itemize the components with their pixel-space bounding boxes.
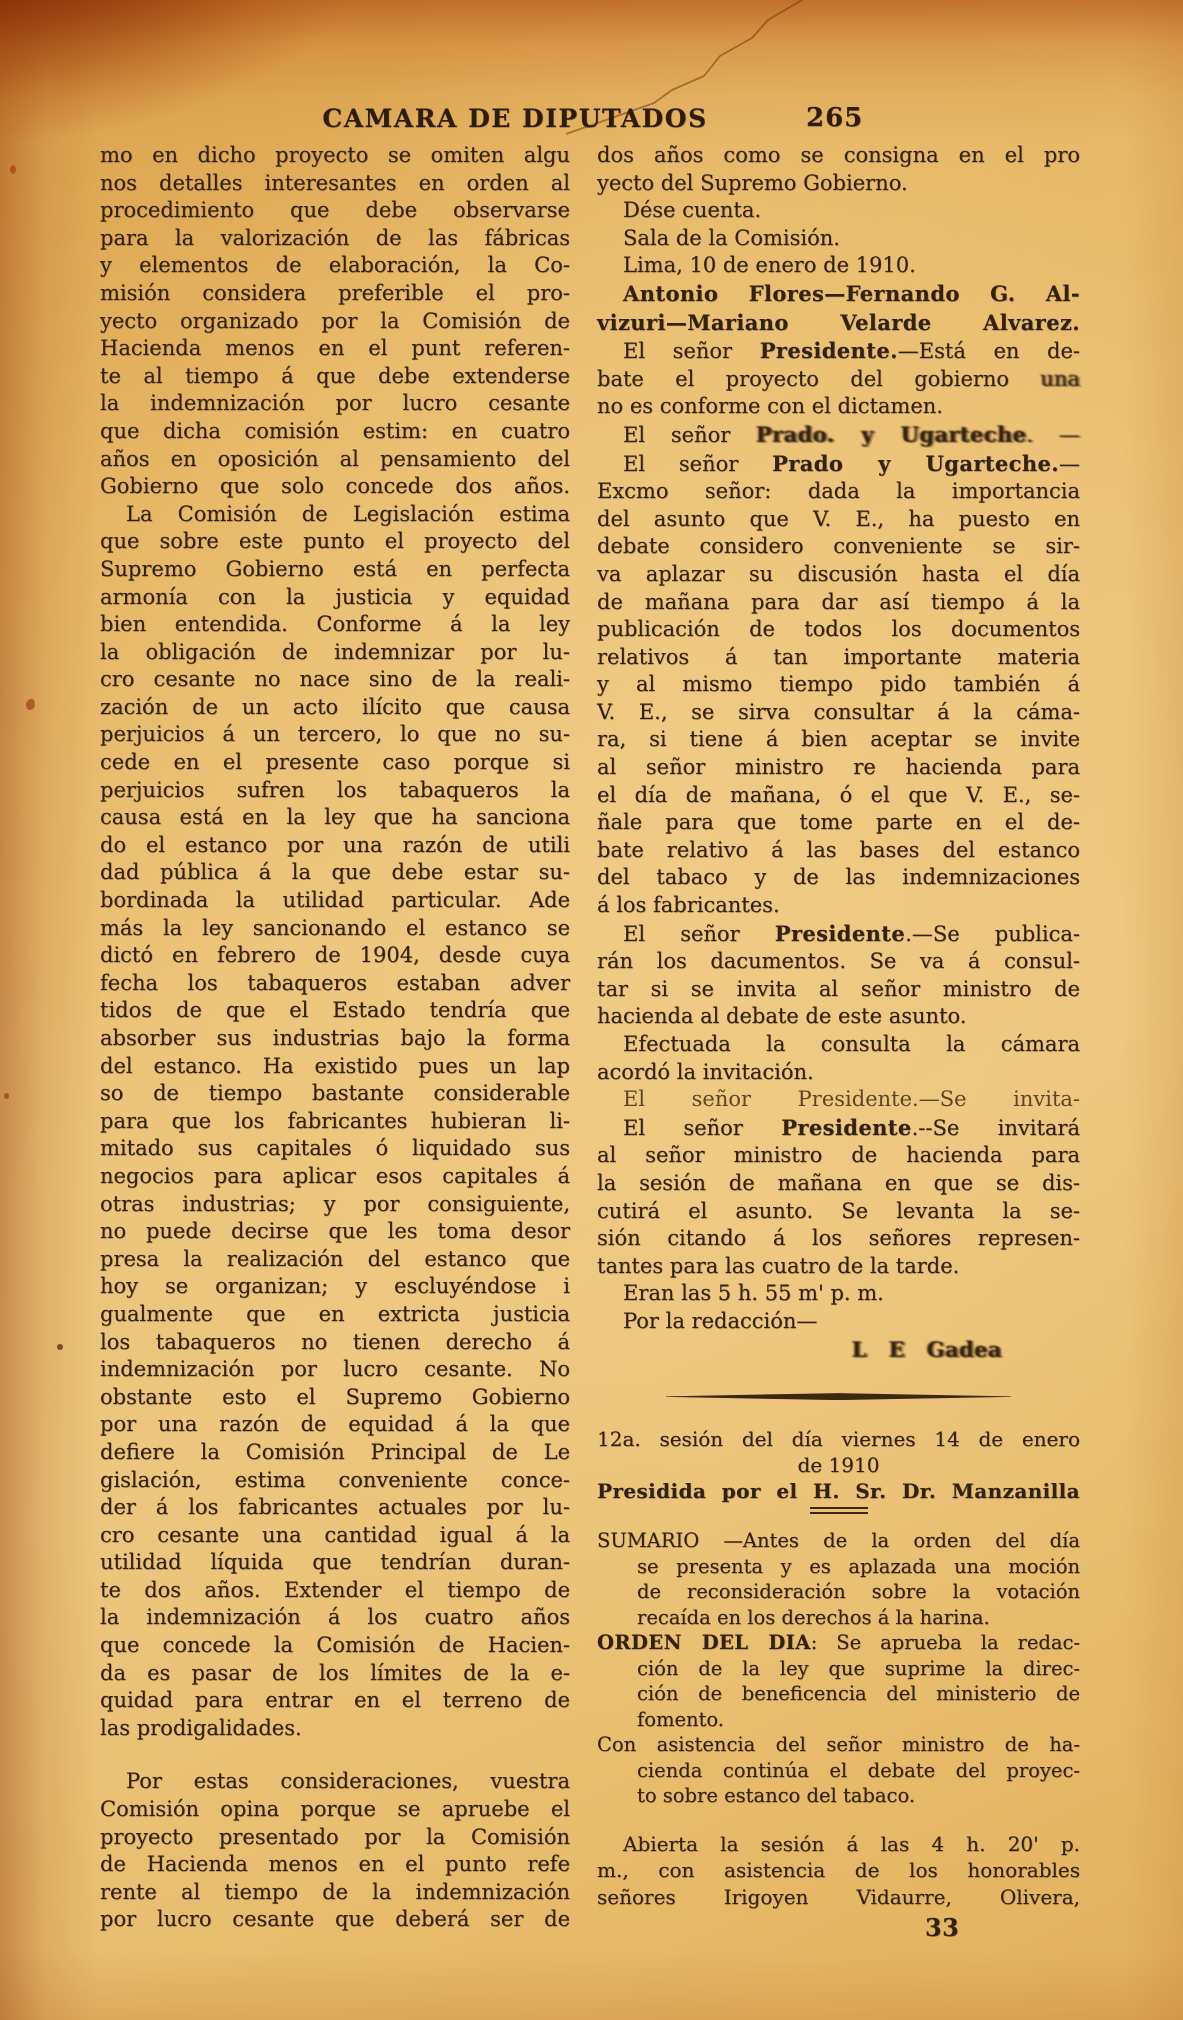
text-line: cienda continúa el debate del proyec- [637, 1758, 1080, 1782]
text-line: fomento. [637, 1707, 724, 1731]
text-line: perjuicios á un tercero, lo que no su- [100, 722, 570, 747]
text-line: y al mismo tiempo pido también á [597, 672, 1080, 697]
paragraph [597, 225, 1080, 253]
text-line: la obligación de indemnizar por lu- [100, 639, 570, 664]
text-line: El señor Presidente.—Se publica- [623, 920, 1080, 946]
text-line: Por estas consideraciones, vuestra [126, 1769, 570, 1794]
text-line: Presidida por el H. Sr. Dr. Manzanilla [597, 1479, 1080, 1504]
text-line: gislación, estima conveniente conce- [100, 1467, 570, 1492]
text-line: armonía con la justicia y equidad [100, 584, 570, 609]
paragraph [597, 337, 1080, 421]
paragraph [597, 450, 1080, 920]
text-line: tar si se invita al señor ministro de [597, 976, 1080, 1001]
text-line: más la ley sancionando el estanco se [100, 915, 570, 940]
text-line: al señor ministro de hacienda para [597, 1143, 1080, 1168]
text-line: otras industrias; y por consiguiente, [100, 1191, 570, 1216]
text-line: Eran las 5 h. 55 m' p. m. [623, 1281, 884, 1306]
paragraph [597, 1280, 1080, 1308]
text-line: al señor ministro re hacienda para [597, 755, 1080, 780]
text-line: defiere la Comisión Principal de Le [100, 1439, 570, 1464]
text-line: que dicha comisión estim: en cuatro [100, 418, 570, 443]
text-line: para la valorización de las fábricas [100, 225, 570, 250]
text-line: ORDEN DEL DIA: Se aprueba la redac- [597, 1631, 1080, 1655]
text-line: tidos de que el Estado tendría que [100, 998, 570, 1023]
text-line: dos años como se consigna en el pro [597, 143, 1080, 167]
paragraph [597, 1478, 1080, 1504]
text-line: da es pasar de los límites de la e- [100, 1660, 570, 1685]
paragraph [597, 1086, 1080, 1114]
text-line: dad pública á la que debe estar su- [100, 860, 570, 885]
text-line: va aplazar su discusión hasta el día [597, 561, 1080, 586]
text-line: que concede la Comisión de Hacien- [100, 1633, 570, 1658]
text-line: gualmente que en extricta justicia [100, 1301, 570, 1326]
page-title: CAMARA DE DIPUTADOS [322, 104, 708, 133]
text-line: so de tiempo bastante considerable [100, 1081, 570, 1106]
text-line: to sobre estanco del tabaco. [637, 1784, 916, 1808]
text-line: hoy se organizan; y escluyéndose i [100, 1274, 570, 1299]
text-line: no es conforme con el dictamen. [597, 394, 943, 419]
text-line: que sobre este punto el proyecto del [100, 529, 570, 554]
text-line: presa la realización del estanco que [100, 1246, 570, 1271]
session-date: de 1910 [797, 1453, 880, 1478]
text-line: cede en el presente caso porque si [100, 750, 570, 775]
paragraph [597, 1031, 1080, 1086]
text-line: sión citando á los señores represen- [597, 1226, 1080, 1251]
paragraph [597, 252, 1080, 280]
text-line: Comisión opina porque se apruebe el [100, 1797, 570, 1822]
text-line: de mañana para dar así tiempo á la [597, 589, 1080, 614]
text-line: nos detalles interesantes en orden al [100, 170, 570, 195]
text-line: ñale para que tome parte en el de- [597, 810, 1080, 835]
text-line: Supremo Gobierno está en perfecta [100, 556, 570, 581]
text-line: vizuri—Mariano Velarde Alvarez. [597, 309, 1080, 335]
text-line: misión considera preferible el pro- [100, 280, 570, 305]
text-line: Hacienda menos en el punt referen- [100, 336, 570, 361]
text-line: procedimiento que debe observarse [100, 198, 570, 223]
text-line: por una razón de equidad á la que [100, 1412, 570, 1437]
paragraph [597, 421, 1080, 450]
text-line: Lima, 10 de enero de 1910. [623, 253, 916, 278]
text-line: El señor Presidente.—Se invita- [623, 1087, 1080, 1112]
ink-speck [57, 1344, 63, 1350]
text-line: rán los dacumentos. Se va á consul- [597, 949, 1080, 974]
text-line: El señor Prado. y Ugarteche. — [623, 421, 1081, 447]
text-line: bien entendida. Conforme á la ley [100, 612, 570, 637]
paragraph [597, 197, 1080, 225]
text-line: señores Irigoyen Vidaurre, Olivera, [597, 1884, 1080, 1909]
text-line: á los fabricantes. [597, 893, 780, 918]
paragraph [597, 142, 1080, 197]
text-line: del estanco. Ha existido pues un lap [100, 1053, 570, 1078]
text-line: bordinada la utilidad particular. Ade [100, 888, 570, 913]
text-line: rente al tiempo de la indemnización [100, 1879, 570, 1904]
text-line: Por la redacción— [623, 1308, 818, 1333]
ink-speck [10, 165, 16, 174]
text-line: Antonio Flores—Fernando G. Al- [623, 280, 1080, 306]
text-line: perjuicios sufren los tabaqueros la [100, 777, 570, 802]
text-line: Gobierno que solo concede dos años. [100, 474, 570, 499]
text-line: de reconsideración sobre la votación [637, 1580, 1080, 1604]
text-line: tantes para las cuatro de la tarde. [597, 1253, 960, 1278]
text-line: proyecto presentado por la Comisión [100, 1824, 570, 1849]
text-line: mitado sus capitales ó liquidado sus [100, 1136, 570, 1161]
text-line: ción de la ley que suprime la direc- [637, 1656, 1080, 1680]
text-line: las prodigalidades. [100, 1715, 302, 1740]
text-line: te dos años. Extender el tiempo de [100, 1577, 570, 1602]
text-line: utilidad líquida que tendrían duran- [100, 1550, 570, 1575]
text-line: V. E., se sirva consultar á la cáma- [597, 699, 1080, 724]
text-line: negocios para aplicar esos capitales á [100, 1163, 570, 1188]
paragraph [597, 1630, 1080, 1732]
text-line: absorber sus industrias bajo la forma [100, 1026, 570, 1050]
paragraph [597, 1426, 1080, 1452]
text-line: Con asistencia del señor ministro de ha- [597, 1733, 1080, 1757]
text-line: te al tiempo á que debe extenderse [100, 363, 570, 388]
text-line: bate relativo á las bases del estanco [597, 837, 1080, 862]
text-line: SUMARIO —Antes de la orden del día [597, 1529, 1080, 1553]
text-line: mo en dicho proyecto se omiten algu [100, 143, 570, 167]
text-line: la indemnización á los cuatro años [100, 1605, 570, 1630]
folio-number: 33 [925, 1913, 960, 1943]
text-line: Excmo señor: dada la importancia [597, 479, 1080, 504]
text-line: Efectuada la consulta la cámara [623, 1032, 1080, 1056]
paragraph [597, 920, 1080, 1031]
section-divider-rule [666, 1393, 1011, 1400]
paragraph [597, 1308, 1080, 1336]
text-line: quidad para entrar en el terreno de [100, 1688, 570, 1713]
right-column [597, 142, 1080, 1942]
text-line: zación de un acto ilícito que causa [100, 694, 570, 719]
text-line: la indemnización por lucro cesante [100, 391, 570, 416]
text-line: acordó la invitación. [597, 1059, 814, 1084]
text-line: el día de mañana, ó el que V. E., se- [597, 782, 1080, 807]
text-line: debate considero conveniente se sir- [597, 534, 1080, 559]
paragraph [597, 1114, 1080, 1281]
text-line: yecto organizado por la Comisión de [100, 308, 570, 333]
text-line: no puede decirse que les toma desor [100, 1219, 570, 1244]
text-line: cro cesante una cantidad igual á la [100, 1522, 570, 1547]
text-line: publicación de todos los documentos [597, 617, 1080, 642]
text-line: relativos á tan importante materia [597, 644, 1080, 669]
text-line: cutirá el asunto. Se levanta la se- [597, 1198, 1080, 1223]
paragraph [100, 142, 570, 501]
redaction-signature [597, 1336, 1080, 1364]
text-line: ción de beneficencia del ministerio de [637, 1682, 1080, 1706]
text-line: 12a. sesión del día viernes 14 de enero [597, 1427, 1080, 1452]
text-line: cro cesante no nace sino de la reali- [100, 667, 570, 692]
smudged-text: Prado. y Ugarteche. — [756, 421, 1081, 447]
text-line: der á los fabricantes actuales por lu- [100, 1495, 570, 1520]
text-line: la sesión de mañana en que se dis- [597, 1170, 1080, 1195]
text-line: El señor Presidente.—Está en de- [623, 338, 1080, 364]
text-line: El señor Prado y Ugarteche.— [623, 450, 1080, 476]
text-line: bate el proyecto del gobierno una [597, 366, 1080, 391]
text-line: dictó en febrero de 1904, desde cuya [100, 943, 570, 968]
text-line: se presenta y es aplazada una moción [637, 1554, 1080, 1578]
paragraph [597, 280, 1080, 337]
text-line: fecha los tabaqueros estaban adver [100, 970, 570, 995]
text-line: para que los fabricantes hubieran li- [100, 1108, 570, 1133]
text-line: años en oposición al pensamiento del [100, 446, 570, 471]
text-line: causa está en la ley que ha sanciona [100, 805, 570, 830]
text-line: del asunto que V. E., ha puesto en [597, 506, 1080, 531]
text-line: Abierta la sesión á las 4 h. 20' p. [623, 1831, 1080, 1856]
text-line: los tabaqueros no tienen derecho á [100, 1329, 570, 1354]
text-line: ra, si tiene á bien aceptar se invite [597, 727, 1080, 752]
text-line: La Comisión de Legislación estima [126, 501, 570, 526]
ink-speck [26, 699, 35, 710]
paragraph [100, 1768, 570, 1934]
smudged-text: L E Gadea [851, 1336, 1002, 1362]
paragraph [597, 1528, 1080, 1630]
paragraph [597, 1732, 1080, 1809]
text-line: El señor Presidente.--Se invitará [623, 1114, 1081, 1140]
text-line: por lucro cesante que deberá ser de [100, 1907, 570, 1932]
text-line: de Hacienda menos en el punto refe [100, 1852, 570, 1877]
ink-speck [4, 1093, 9, 1099]
text-line: Sala de la Comisión. [623, 225, 840, 250]
paragraph [597, 1831, 1080, 1911]
text-line: yecto del Supremo Gobierno. [597, 170, 908, 195]
text-line: y elementos de elaboración, la Co- [100, 253, 570, 278]
double-rule [810, 1507, 868, 1514]
text-line: obstante esto el Supremo Gobierno [100, 1384, 570, 1409]
text-line: hacienda al debate de este asunto. [597, 1004, 967, 1029]
left-column [100, 142, 570, 1934]
text-line: m., con asistencia de los honorables [597, 1858, 1080, 1883]
paragraph [100, 501, 570, 1743]
page-number: 265 [806, 103, 864, 133]
text-line: Dése cuenta. [623, 198, 762, 223]
text-line: recaída en los derechos á la harina. [637, 1605, 990, 1629]
text-line: indemnización por lucro cesante. No [100, 1357, 570, 1382]
smudged-text: una [1040, 366, 1080, 391]
text-line: del tabaco y de las indemnizaciones [597, 865, 1080, 890]
text-line: do el estanco por una razón de utili [100, 832, 570, 857]
